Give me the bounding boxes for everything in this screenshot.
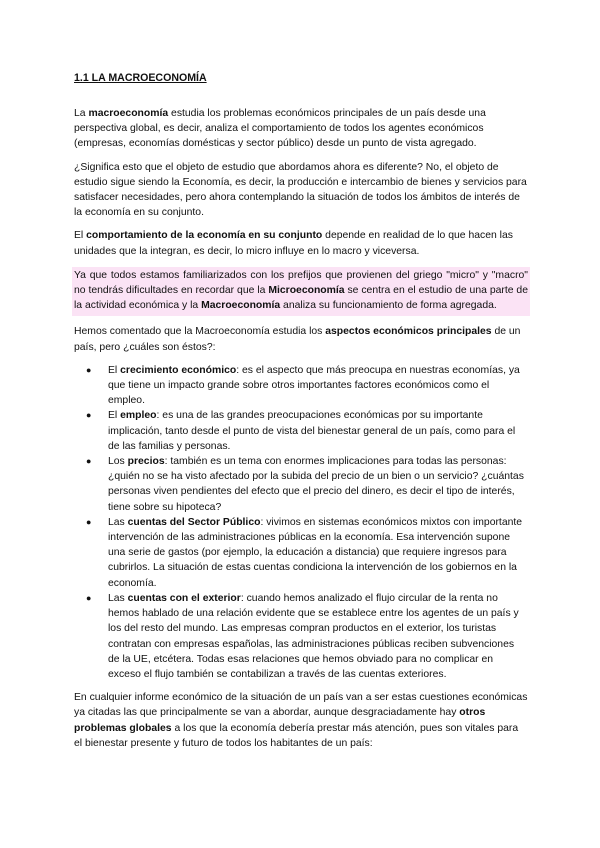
highlighted-paragraph-micro-macro	[72, 267, 530, 317]
text-run: La	[74, 108, 89, 119]
text-run: : cuando hemos analizado el flujo circular de la renta no hemos hablado de una relación evidente que se establece entre los agentes de un país y los del resto del mundo. Las empresas compran productos en el exterior, los turistas contratan con empresas españolas, las administraciones públicas reciben subvenciones de la UE, etcétera. Todas esas relaciones que hemos obviado para no complicar en exceso el flujo también se contabilizan a través de las cuentas exteriores.	[108, 592, 519, 680]
text-run: El	[74, 230, 87, 242]
text-run: : es el aspecto que más preocupa en nuestras economías, ya que tiene un impacto grande sobre otros importantes factores económicos como el empleo.	[108, 364, 520, 407]
text-run: a los que la economía debería prestar más atención, pues son vitales para el bienestar presente y futuro de todos los habitantes de un país:	[74, 722, 519, 749]
bold-term: otros problemas globales	[74, 707, 486, 734]
text-run: analiza su funcionamiento de forma agregada.	[280, 300, 497, 312]
text-run: El	[108, 364, 121, 376]
text-run: Las	[108, 516, 128, 528]
text-run: : vivimos en sistemas económicos mixtos con importante intervención de las administraciones públicas en la economía. Esa intervención supone una serie de gastos (por ejemplo, la educación a distancia) que requiere ingresos para cubrirlos. La situación de estas cuentas condiciona la intervención de los gobiernos en la economía.	[108, 516, 523, 589]
text-run: Ya que todos estamos familiarizados con los prefijos que provienen del griego "micro" y "macro" no tendrás dificultades en recordar que la	[74, 269, 528, 297]
bold-term: Microeconomía	[268, 285, 345, 297]
bold-term: aspectos económicos principales	[325, 326, 492, 338]
text-run: : también es un tema con enormes implicaciones para todas las personas: ¿quién no se ha visto afectado por la subida del precio de un bien o un servicio? ¿cuántas personas viven pendientes del efecto que el precio del dinero, es decir el tipo de interés, tiene sobre su hipoteca?	[108, 456, 524, 513]
text-run: Hemos comentado que la Macroeconomía estudia los	[74, 326, 326, 338]
text-run: : es una de las grandes preocupaciones económicas por su importante implicación, tanto desde el punto de vista del bienestar general de un país, como para el de las familias y personas.	[108, 410, 516, 452]
text-run: de un país, pero ¿cuáles son éstos?:	[74, 326, 521, 353]
bold-term: Macroeconomía	[201, 300, 281, 312]
text-run: Los	[108, 456, 128, 468]
bold-term: cuentas con el exterior	[127, 592, 241, 604]
paragraph-aspectos	[74, 324, 528, 354]
text-run: El	[108, 410, 121, 422]
bold-term: macroeconomía	[88, 108, 169, 119]
bold-term: precios	[127, 456, 165, 468]
text-run: En cualquier informe económico de la situación de un país van a ser estas cuestiones económicas ya citadas las que principalmente se van a abordar, aunque desgraciadamente hay	[74, 692, 528, 719]
paragraph-otros-problemas	[74, 690, 528, 751]
paragraph-macroeconomia	[74, 106, 528, 152]
paragraph-comportamiento	[74, 228, 528, 258]
list-item	[74, 591, 528, 682]
text-run: se centra en el estudio de una parte de la actividad económica y la	[74, 285, 528, 312]
list-item	[74, 408, 528, 454]
list-item	[74, 454, 528, 515]
document-content	[74, 71, 528, 759]
bold-term: crecimiento económico	[120, 364, 237, 376]
list-item	[74, 515, 528, 591]
text-run: depende en realidad de lo que hacen las unidades que la integran, es decir, lo micro influye en lo macro y viceversa.	[74, 230, 513, 257]
text-run: Las	[108, 592, 128, 604]
section-title: 1.1 LA MACROECONOMÍA	[74, 72, 207, 84]
text-run: estudia los problemas económicos principales de un país desde una perspectiva global, es decir, analiza el comportamiento de todos los agentes económicos (empresas, economías domésticas y sector público) desde un punto de vista agregado.	[74, 108, 486, 150]
bold-term: empleo	[120, 410, 157, 422]
bold-term: cuentas del Sector Público	[127, 516, 261, 528]
list-item	[74, 363, 528, 409]
paragraph-objeto-estudio: ¿Significa esto que el objeto de estudio que abordamos ahora es diferente? No, el objeto de estudio sigue siendo la Economía, es decir, la producción e intercambio de bienes y servicios para satisfacer necesidades, pero ahora contemplando la situación de todos los ámbitos de interés de la economía en su conjunto.	[74, 161, 527, 219]
bold-term: comportamiento de la economía en su conjunto	[86, 230, 323, 242]
aspectos-list	[74, 363, 528, 682]
